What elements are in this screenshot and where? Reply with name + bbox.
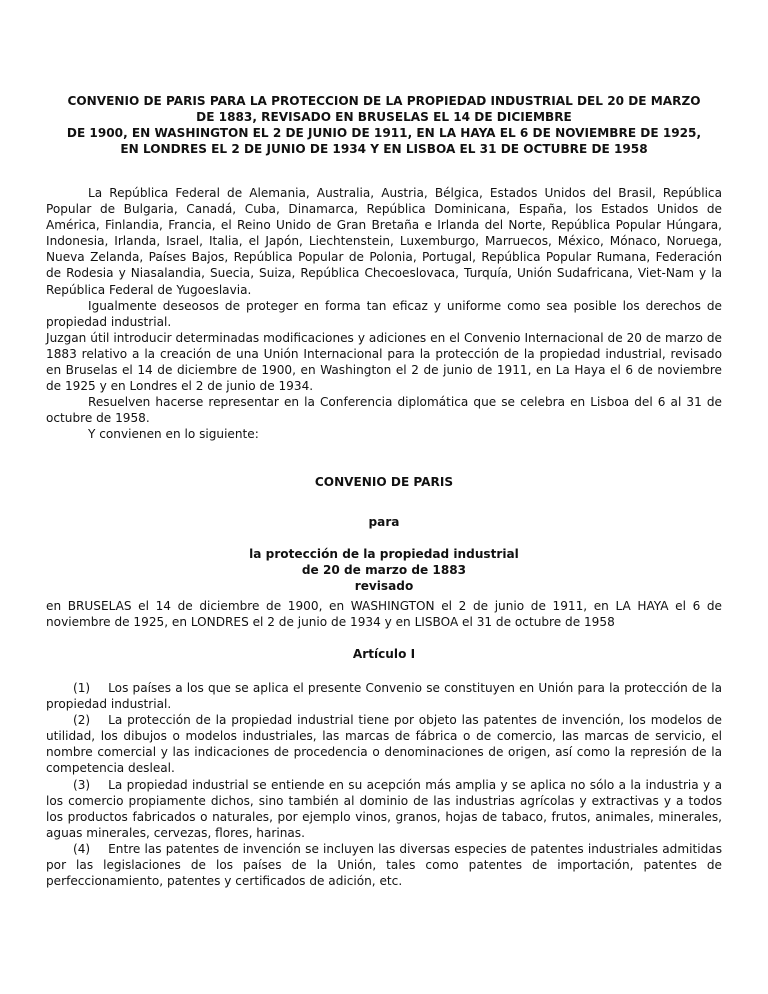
- article-title: Artículo I: [352, 647, 416, 661]
- convention-subtitle: [46, 546, 722, 594]
- preamble: [46, 185, 722, 443]
- title-line: EN LONDRES EL 2 DE JUNIO DE 1934 Y EN LISBOA EL 31 DE OCTUBRE DE 1958: [120, 142, 648, 156]
- subtitle-line: revisado: [354, 579, 414, 594]
- preamble-conference: Resuelven hacerse representar en la Conferencia diplomática que se celebra en Lisboa del 6 al 31 de octubre de 1958.: [46, 395, 722, 426]
- preamble-countries: La República Federal de Alemania, Australia, Austria, Bélgica, Estados Unidos del Brasil, República Popular de Bulgaria, Canadá, Cuba, Dinamarca, República Dominicana, España, los Estados Unidos de América, Finlandia, Francia, el Reino Unido de Gran Bretaña e Irlanda del Norte, República Popular Húngara, Indonesia, Irlanda, Israel, Italia, el Japón, Liechtenstein, Luxemburgo, Marruecos, México, Mónaco, Noruega, Nueva Zelanda, Países Bajos, República Popular de Polonia, Portugal, República Popular Rumana, Federación de Rodesia y Niasalandia, Suecia, Suiza, República Checoeslovaca, Turquía, Unión Sudafricana, Viet-Nam y la República Federal de Yugoeslavia.: [46, 186, 722, 297]
- article-paragraph: [46, 712, 722, 776]
- preamble-agreement: Y convienen en lo siguiente:: [88, 427, 259, 442]
- convention-para: para: [368, 515, 400, 529]
- paragraph-text: Entre las patentes de invención se incluyen las diversas especies de patentes industriales admitidas por las legislaciones de los países de la Unión, tales como patentes de importación, patentes de perfeccionamiento, patentes y certificados de adición, etc.: [46, 841, 722, 889]
- revision-line: en BRUSELAS el 14 de diciembre de 1900, en WASHINGTON el 2 de junio de 1911, en LA HAYA el 6 de noviembre de 1925, en LONDRES el 2 de junio de 1934 y en LISBOA el 31 de octubre de 1958: [46, 599, 722, 630]
- title-line: CONVENIO DE PARIS PARA LA PROTECCION DE LA PROPIEDAD INDUSTRIAL DEL 20 DE MARZO: [67, 94, 701, 108]
- convention-heading: CONVENIO DE PARIS: [314, 475, 454, 489]
- subtitle-line: de 20 de marzo de 1883: [301, 563, 467, 578]
- preamble-purpose: Igualmente deseosos de proteger en forma tan eficaz y uniforme como sea posible los derechos de propiedad industrial.: [46, 298, 722, 329]
- paragraph-text: La protección de la propiedad industrial tiene por objeto las patentes de invención, los modelos de utilidad, los dibujos o modelos industriales, las marcas de fábrica o de comercio, las marcas de servicio, el nombre comercial y las indicaciones de procedencia o denominaciones de origen, así como la represión de la competencia desleal.: [46, 713, 722, 776]
- paragraph-text: La propiedad industrial se entiende en su acepción más amplia y se aplica no sólo a la industria y a los comercio propiamente dichos, sino también al dominio de las industrias agrícolas y extractivas y a todos los productos fabricados o naturales, por ejemplo vinos, granos, hojas de tabaco, frutos, animales, minerales, aguas minerales, cervezas, flores, harinas.: [46, 777, 722, 840]
- article-body: [46, 680, 722, 889]
- article-paragraph: [46, 841, 722, 889]
- paragraph-number: (1): [73, 681, 91, 695]
- paragraph-text: Los países a los que se aplica el presente Convenio se constituyen en Unión para la protección de la propiedad industrial.: [46, 681, 722, 712]
- subtitle-line: la protección de la propiedad industrial: [249, 547, 519, 561]
- preamble-modifications: Juzgan útil introducir determinadas modificaciones y adiciones en el Convenio Internacional de 20 de marzo de 1883 relativo a la creación de una Unión Internacional para la protección de la propiedad industrial, revisado en Bruselas el 14 de diciembre de 1900, en Washington el 2 de junio de 1911, en La Haya el 6 de noviembre de 1925 y en Londres el 2 de junio de 1934.: [46, 330, 722, 394]
- article-paragraph: [46, 777, 722, 841]
- paragraph-number: (4): [73, 841, 91, 856]
- paragraph-number: (3): [73, 777, 91, 792]
- title-line: DE 1883, REVISADO EN BRUSELAS EL 14 DE DICIEMBRE: [196, 110, 572, 124]
- paragraph-number: (2): [73, 713, 91, 728]
- document-title: [40, 93, 728, 157]
- article-paragraph: [46, 680, 722, 712]
- title-line: DE 1900, EN WASHINGTON EL 2 DE JUNIO DE 1911, EN LA HAYA EL 6 DE NOVIEMBRE DE 1925,: [66, 126, 702, 140]
